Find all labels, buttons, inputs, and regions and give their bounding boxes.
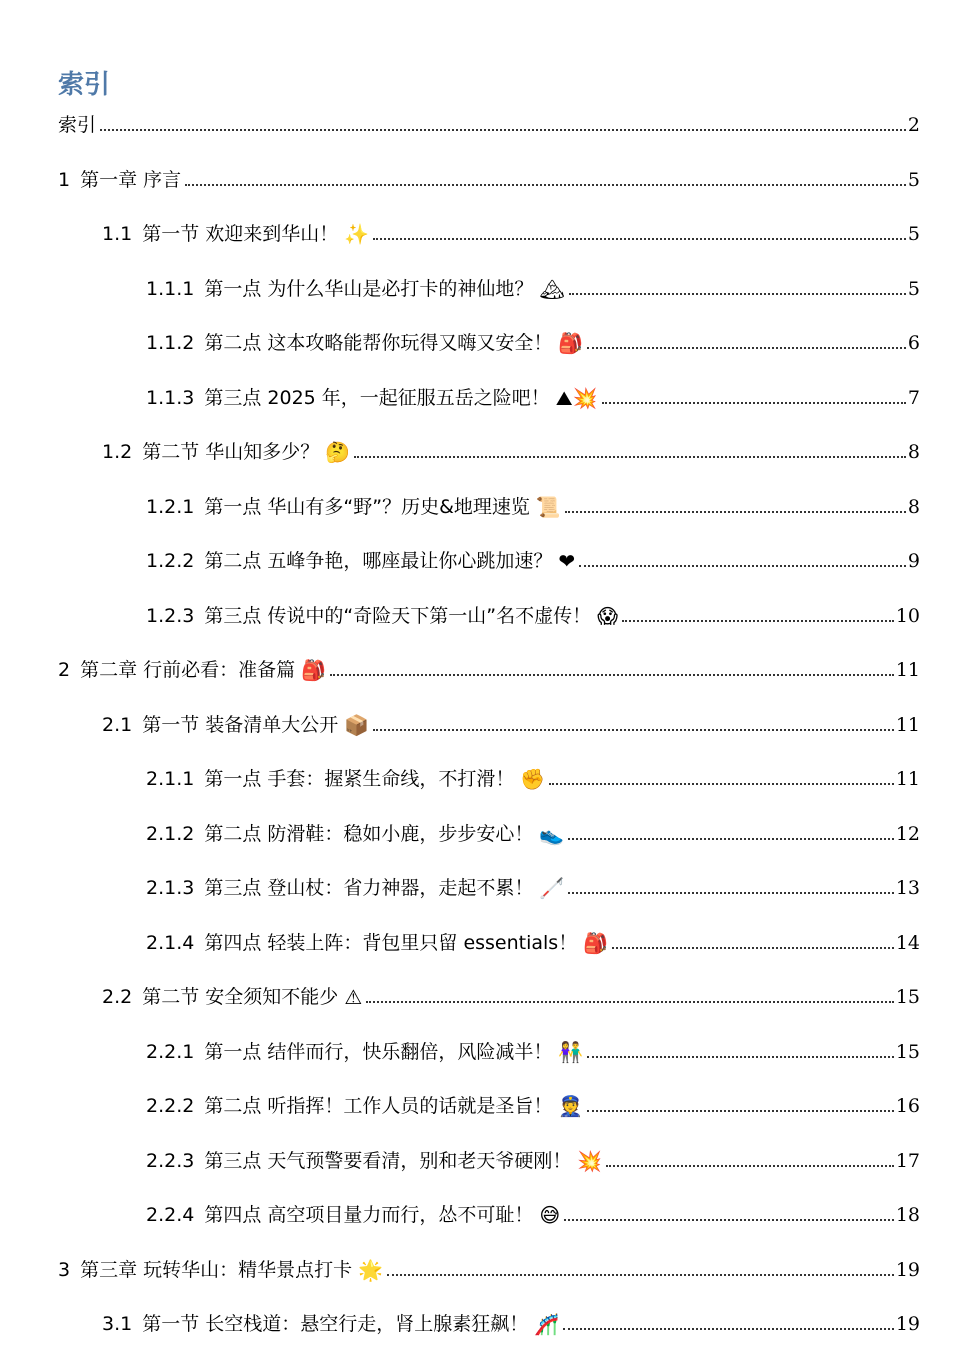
- emoji-icon: ⛰💥: [555, 385, 598, 410]
- toc-entry-title: 第三点 天气预警要看清，别和老天爷硬刚！: [204, 1149, 572, 1172]
- toc-entry-title: 第一节 装备清单大公开: [142, 713, 339, 736]
- dot-leader: [100, 129, 906, 131]
- dot-leader: [185, 184, 906, 186]
- emoji-icon: 🎢: [534, 1312, 560, 1336]
- toc-entry-title: 第二点 五峰争艳，哪座最让你心跳加速？: [204, 550, 553, 572]
- toc-entry[interactable]: [146, 761, 920, 791]
- toc-entry-number: 1.2: [102, 441, 133, 463]
- toc-page-number: 12: [895, 822, 920, 845]
- toc-entry[interactable]: [146, 870, 920, 900]
- dot-leader: [602, 402, 906, 404]
- toc-entry-text: [146, 931, 608, 955]
- toc-entry-title: 第一点 手套：握紧生命线，不打滑！: [204, 768, 515, 790]
- toc-page-number: 19: [895, 1313, 920, 1335]
- toc-entry-number: 2.2.4: [146, 1204, 195, 1226]
- dot-leader: [387, 1274, 894, 1276]
- dot-leader: [622, 620, 894, 622]
- toc-entry-text: [146, 277, 565, 301]
- toc-entry[interactable]: [58, 162, 920, 192]
- toc-entry[interactable]: [146, 489, 920, 519]
- dot-leader: [330, 674, 894, 676]
- dot-leader: [587, 347, 906, 349]
- toc-entry-title: 第二章 行前必看：准备篇: [80, 659, 296, 681]
- toc-page-number: 18: [895, 1204, 920, 1226]
- emoji-icon: 📜: [535, 494, 561, 519]
- emoji-icon: 🌟: [358, 1257, 384, 1282]
- toc-page-number: 9: [907, 550, 920, 572]
- toc-page-number: 5: [907, 223, 920, 245]
- toc-entry-title: 第二点 听指挥！工作人员的话就是圣旨！: [204, 1095, 553, 1117]
- toc-entry[interactable]: [102, 979, 920, 1009]
- dot-leader: [587, 1056, 894, 1058]
- toc-entry-number: 3: [58, 1258, 71, 1281]
- toc-entry-text: [146, 876, 564, 900]
- toc-entry-title: 第二点 这本攻略能帮你玩得又嗨又安全！: [204, 332, 553, 354]
- toc-entry-text: [146, 1040, 583, 1064]
- toc-page-number: 17: [895, 1149, 920, 1172]
- toc-entry[interactable]: [102, 707, 920, 737]
- emoji-icon: ✊: [520, 767, 546, 791]
- dot-leader: [564, 1219, 894, 1221]
- toc-entry-number: 1.1.3: [146, 386, 195, 409]
- toc-entry-text: [58, 168, 181, 192]
- emoji-icon: ✨: [344, 222, 370, 246]
- dot-leader: [549, 783, 894, 785]
- toc-entry-text: [58, 113, 96, 137]
- toc-entry-number: 2.2.3: [146, 1149, 195, 1172]
- toc-page-number: 2: [907, 114, 920, 136]
- dot-leader: [568, 838, 894, 840]
- toc-page-number: 14: [895, 931, 920, 954]
- dot-leader: [354, 456, 906, 458]
- toc-entry-text: [58, 658, 326, 682]
- toc-entry-text: [146, 604, 618, 628]
- dot-leader: [563, 1328, 894, 1330]
- dot-leader: [569, 293, 906, 295]
- toc-entry-title: 第三点 传说中的“奇险天下第一山”名不虚传！: [204, 604, 592, 627]
- toc-entry-number: 1.2.1: [146, 495, 195, 518]
- emoji-icon: 👫: [558, 1039, 584, 1064]
- toc-page-number: 13: [895, 877, 920, 899]
- toc-entry-title: 第三点 2025 年，一起征服五岳之险吧！: [204, 386, 550, 409]
- toc-entry-number: 1.1: [102, 223, 133, 245]
- toc-entry-text: [146, 767, 545, 791]
- toc-page-number: 6: [907, 332, 920, 354]
- toc-entry-number: 1.1.2: [146, 332, 195, 354]
- toc-entry[interactable]: [146, 598, 920, 628]
- dot-leader: [565, 511, 906, 513]
- toc-entry-number: 2.1: [102, 713, 133, 736]
- emoji-icon: 🦯: [539, 876, 565, 900]
- toc-entry-number: 2.2.2: [146, 1095, 195, 1117]
- toc-entry[interactable]: [146, 380, 920, 410]
- toc-entry-number: 1.1.1: [146, 277, 195, 300]
- emoji-icon: 😅: [539, 1203, 561, 1227]
- dot-leader: [373, 238, 906, 240]
- emoji-icon: 🏔: [539, 276, 565, 301]
- page-title: 索引: [58, 70, 111, 100]
- toc-entry-title: 第一点 结伴而行，快乐翻倍，风险减半！: [204, 1040, 553, 1063]
- toc-entry-number: 2.1.3: [146, 877, 195, 899]
- dot-leader: [366, 1001, 894, 1003]
- toc-entry-title: 第三点 登山杖：省力神器，走起不累！: [204, 877, 534, 899]
- toc-page-number: 7: [907, 386, 920, 409]
- toc-entry-title: 第二节 安全须知不能少: [142, 986, 339, 1008]
- toc-entry[interactable]: [102, 434, 920, 464]
- toc-entry-text: [102, 713, 369, 737]
- toc-page-number: 5: [907, 168, 920, 191]
- emoji-icon: 😱: [597, 603, 618, 628]
- toc-entry[interactable]: [58, 1252, 920, 1282]
- emoji-icon: 👮: [558, 1094, 584, 1118]
- toc-entry-text: [146, 386, 598, 410]
- toc-entry-title: 第四点 轻装上阵：背包里只留 essentials！: [204, 931, 578, 954]
- toc-entry-number: 2.2.1: [146, 1040, 195, 1063]
- toc-entry-title: 第四点 高空项目量力而行，怂不可耻！: [204, 1204, 534, 1226]
- toc-entry-title: 第二节 华山知多少？: [142, 441, 320, 463]
- toc-entry-title: 第一节 欢迎来到华山！: [142, 223, 339, 245]
- toc-entry[interactable]: [146, 543, 920, 573]
- toc-page-number: 10: [895, 604, 920, 627]
- emoji-icon: 🤔: [325, 440, 351, 464]
- dot-leader: [612, 947, 894, 949]
- toc-page-number: 15: [895, 1040, 920, 1063]
- toc-entry[interactable]: [58, 652, 920, 682]
- toc-entry-text: [146, 1203, 560, 1227]
- toc-entry-title: 第一节 长空栈道：悬空行走，肾上腺素狂飙！: [142, 1313, 529, 1335]
- toc-entry-text: [146, 822, 564, 846]
- toc-page-number: 11: [895, 713, 920, 736]
- dot-leader: [373, 729, 894, 731]
- toc-page-number: 8: [907, 441, 920, 463]
- toc-entry-title: 第二点 防滑鞋：稳如小鹿，步步安心！: [204, 822, 534, 845]
- toc-entry-number: 1.2.3: [146, 604, 195, 627]
- dot-leader: [587, 1110, 894, 1112]
- dot-leader: [568, 892, 894, 894]
- emoji-icon: ⚠: [344, 985, 363, 1009]
- toc-entry[interactable]: [146, 816, 920, 846]
- toc-entry-number: 2.1.4: [146, 931, 195, 954]
- toc-entry-text: [102, 222, 369, 246]
- emoji-icon: 👟: [539, 821, 565, 846]
- toc-entry[interactable]: [146, 325, 920, 355]
- toc-entry-text: [146, 1094, 583, 1118]
- toc-page-number: 15: [895, 986, 920, 1008]
- toc-entry-text: [102, 440, 350, 464]
- toc-entry-number: 2.1.1: [146, 768, 195, 790]
- toc-entry-number: 1: [58, 168, 71, 191]
- toc-entry[interactable]: [146, 1088, 920, 1118]
- emoji-icon: ❤: [558, 549, 576, 573]
- toc-entry[interactable]: [146, 1197, 920, 1227]
- emoji-icon: 🎒: [558, 331, 584, 355]
- toc-entry[interactable]: [146, 925, 920, 955]
- toc-entry-number: 2: [58, 659, 71, 681]
- toc-page-number: 8: [907, 495, 920, 518]
- toc-entry[interactable]: [102, 216, 920, 246]
- dot-leader: [606, 1165, 894, 1167]
- emoji-icon: 🎒: [583, 930, 609, 955]
- toc-entry-title: 第一点 为什么华山是必打卡的神仙地？: [204, 277, 534, 300]
- dot-leader: [579, 565, 906, 567]
- toc-entry-title: 第一章 序言: [80, 168, 182, 191]
- toc-entry[interactable]: [146, 1143, 920, 1173]
- toc-entry-text: [146, 495, 561, 519]
- toc-entry-number: 1.2.2: [146, 550, 195, 572]
- emoji-icon: 🎒: [301, 658, 327, 682]
- toc-entry-number: 2.1.2: [146, 822, 195, 845]
- toc-entry[interactable]: [102, 1306, 920, 1336]
- toc-entry-text: [58, 1258, 383, 1282]
- toc-entry-text: [146, 549, 575, 573]
- toc-entry[interactable]: [146, 1034, 920, 1064]
- toc-page-number: 19: [895, 1258, 920, 1281]
- toc-page-number: 11: [895, 659, 920, 681]
- emoji-icon: 💥: [577, 1148, 603, 1173]
- toc-entry-number: 2.2: [102, 986, 133, 1008]
- toc-entry-text: [102, 1312, 559, 1336]
- toc-entry-title: 第一点 华山有多“野”？历史&地理速览: [204, 495, 530, 518]
- toc-entry-number: 3.1: [102, 1313, 133, 1335]
- toc-entry[interactable]: [58, 107, 920, 137]
- toc-entry-title: 第三章 玩转华山：精华景点打卡: [80, 1258, 353, 1281]
- toc-entry-title: 索引: [58, 114, 97, 136]
- toc-page-number: 5: [907, 277, 920, 300]
- emoji-icon: 📦: [344, 712, 370, 737]
- toc-entry[interactable]: [146, 271, 920, 301]
- toc-entry-text: [102, 985, 362, 1009]
- toc-page-number: 11: [895, 768, 920, 790]
- toc-entry-text: [146, 331, 583, 355]
- toc-page-number: 16: [895, 1095, 920, 1117]
- toc-entry-text: [146, 1149, 602, 1173]
